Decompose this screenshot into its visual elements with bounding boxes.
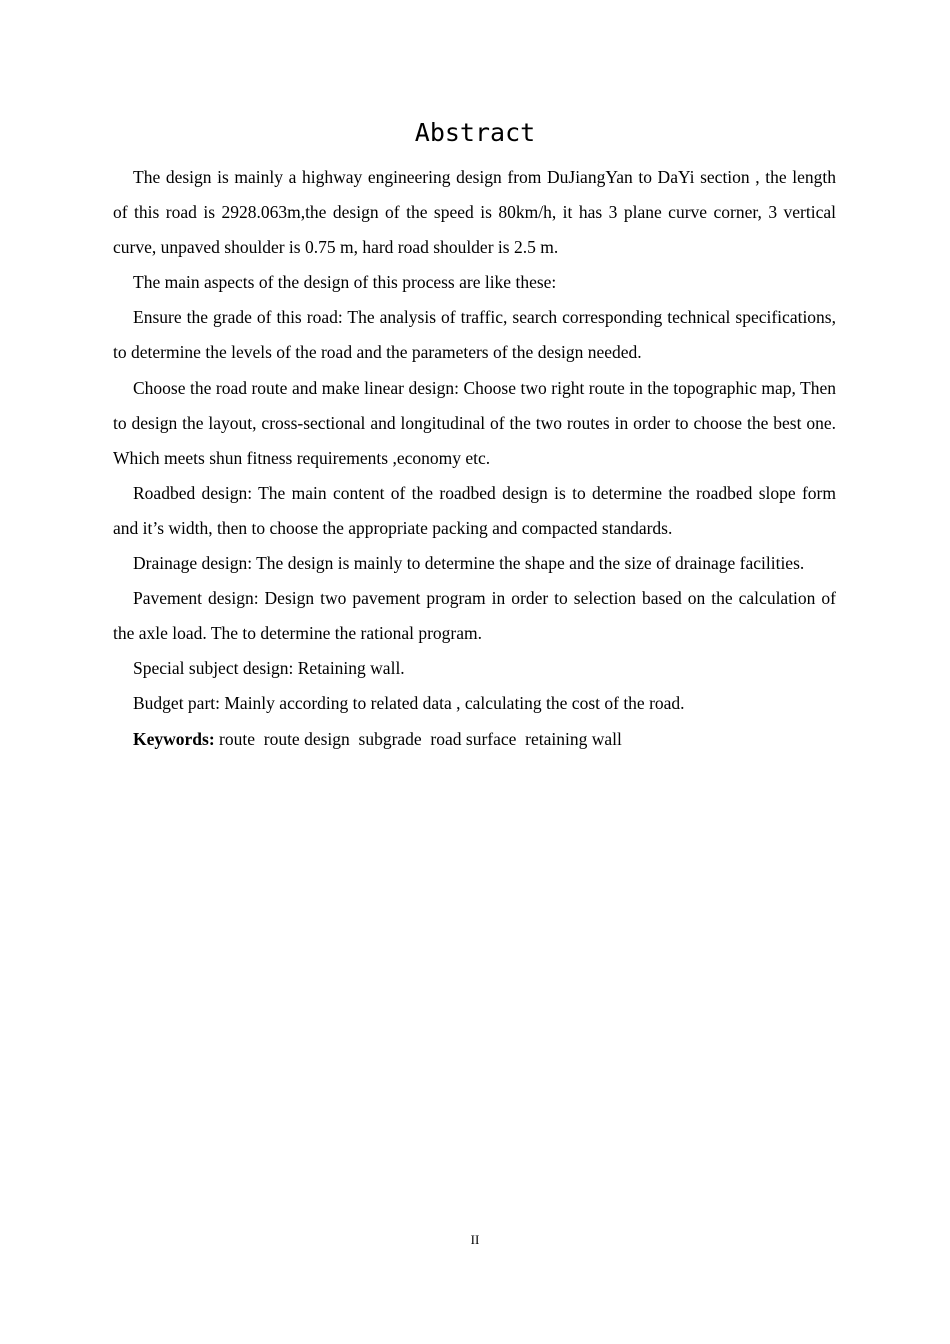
page-title: Abstract	[414, 118, 536, 147]
paragraph-special-subject: Special subject design: Retaining wall.	[133, 658, 405, 679]
keywords-list: route route design subgrade road surface retaining wall	[214, 728, 622, 749]
paragraph-overview: The design is mainly a highway engineering design from DuJiangYan to DaYi section , the length of this road is 2928.063m,the design of the speed is 80km/h, it has 3 plane curve corner, 3 vertical curve, unpaved shoulder is 0.75 m, hard road shoulder is 2.5 m.	[113, 167, 836, 258]
paragraph-budget: Budget part: Mainly according to related data , calculating the cost of the road.	[133, 693, 685, 714]
paragraph-pavement-design: Pavement design: Design two pavement program in order to selection based on the calculation of the axle load. The to determine the rational program.	[113, 588, 836, 644]
paragraph-main-aspects: The main aspects of the design of this process are like these:	[133, 272, 557, 293]
keywords-line	[113, 722, 836, 757]
paragraph-roadbed-design: Roadbed design: The main content of the roadbed design is to determine the roadbed slope form and it’s width, then to choose the appropriate packing and compacted standards.	[113, 482, 836, 538]
paragraph-route-design: Choose the road route and make linear design: Choose two right route in the topographic map, Then to design the layout, cross-sectional and longitudinal of the two routes in order to choose the best one. Which meets shun fitness requirements ,economy etc.	[113, 377, 836, 468]
paragraph-road-grade: Ensure the grade of this road: The analysis of traffic, search corresponding technical specifications, to determine the levels of the road and the parameters of the design needed.	[113, 307, 836, 363]
page-number: II	[470, 1232, 480, 1247]
keywords-label: Keywords:	[133, 728, 215, 749]
paragraph-drainage-design: Drainage design: The design is mainly to determine the shape and the size of drainage facilities.	[133, 553, 805, 574]
abstract-body	[113, 160, 836, 757]
